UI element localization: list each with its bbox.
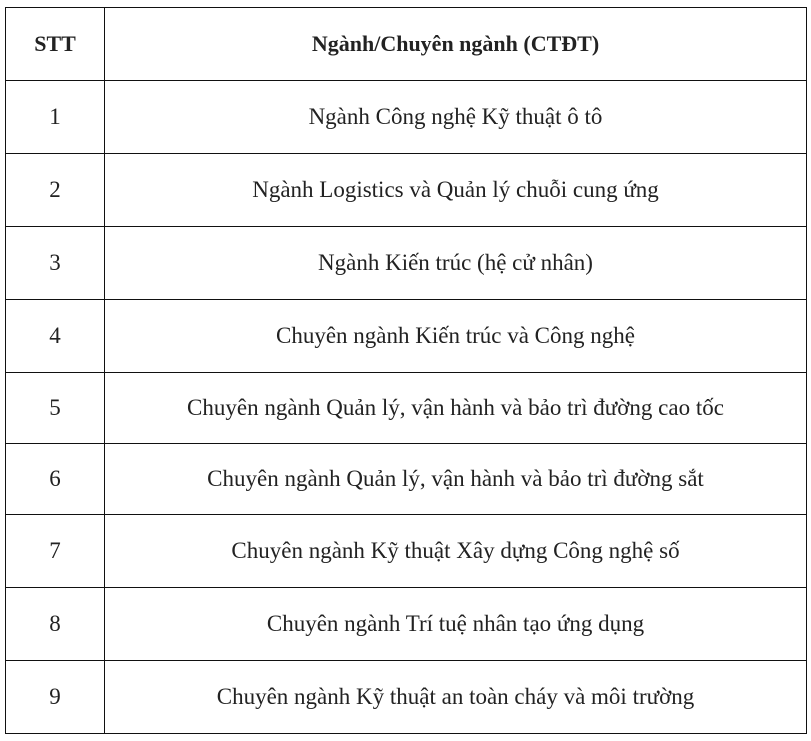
cell-stt: 8 — [6, 588, 105, 661]
table-row — [6, 300, 807, 373]
cell-stt: 6 — [6, 444, 105, 515]
cell-stt: 3 — [6, 227, 105, 300]
cell-program: Chuyên ngành Kỹ thuật Xây dựng Công nghệ số — [105, 515, 807, 588]
table-row — [6, 373, 807, 444]
header-stt: STT — [6, 8, 105, 81]
cell-program: Chuyên ngành Quản lý, vận hành và bảo trì đường cao tốc — [105, 373, 807, 444]
header-program: Ngành/Chuyên ngành (CTĐT) — [105, 8, 807, 81]
cell-program: Ngành Kiến trúc (hệ cử nhân) — [105, 227, 807, 300]
cell-stt: 1 — [6, 81, 105, 154]
table-row — [6, 154, 807, 227]
cell-program: Ngành Logistics và Quản lý chuỗi cung ứng — [105, 154, 807, 227]
cell-program: Ngành Công nghệ Kỹ thuật ô tô — [105, 81, 807, 154]
program-table-container — [5, 7, 806, 734]
cell-program: Chuyên ngành Trí tuệ nhân tạo ứng dụng — [105, 588, 807, 661]
cell-program: Chuyên ngành Kiến trúc và Công nghệ — [105, 300, 807, 373]
table-row — [6, 81, 807, 154]
program-table — [5, 7, 807, 734]
table-row — [6, 515, 807, 588]
table-row — [6, 444, 807, 515]
cell-program: Chuyên ngành Kỹ thuật an toàn cháy và môi trường — [105, 661, 807, 734]
cell-stt: 2 — [6, 154, 105, 227]
table-row — [6, 227, 807, 300]
cell-stt: 9 — [6, 661, 105, 734]
cell-stt: 5 — [6, 373, 105, 444]
cell-stt: 4 — [6, 300, 105, 373]
cell-stt: 7 — [6, 515, 105, 588]
cell-program: Chuyên ngành Quản lý, vận hành và bảo trì đường sắt — [105, 444, 807, 515]
table-header-row — [6, 8, 807, 81]
table-row — [6, 588, 807, 661]
table-row — [6, 661, 807, 734]
